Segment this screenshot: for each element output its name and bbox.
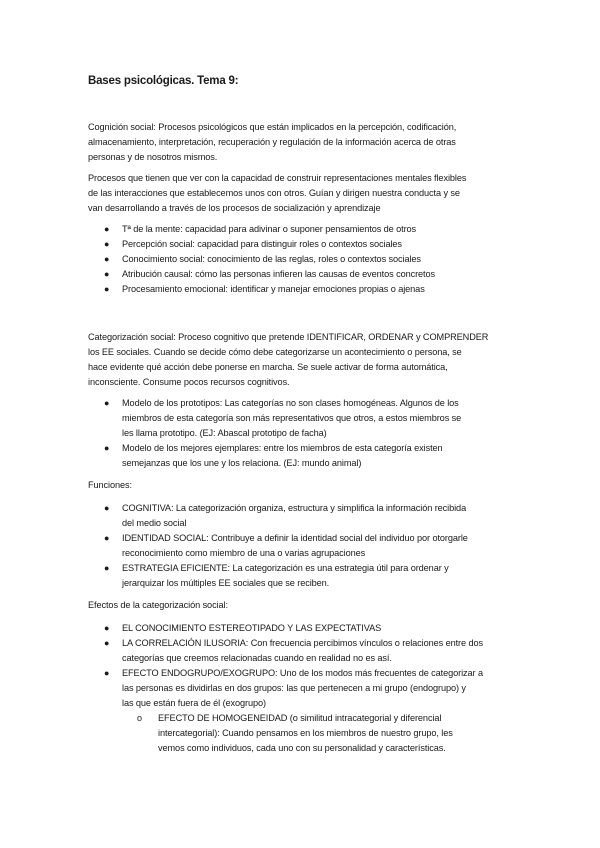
efectos-sublist — [122, 711, 483, 756]
list-item-text: Modelo de los prototipos: Las categorías no son clases homogéneas. Algunos de los — [122, 398, 459, 408]
bullet-icon: ● — [104, 269, 110, 279]
list-item-text: Tª de la mente: capacidad para adivinar o suponer pensamientos de otros — [122, 224, 417, 234]
list-item-text: Atribución causal: cómo las personas infieren las causas de eventos concretos — [122, 269, 436, 279]
list-item-text: Modelo de los mejores ejemplares: entre los miembros de esta categoría existen — [122, 443, 443, 453]
procesos-list — [88, 222, 435, 297]
list-item-text: LA CORRELACIÓN ILUSORIA: Con frecuencia percibimos vínculos o relaciones entre dos — [122, 638, 483, 648]
text-line: Categorización social: Proceso cognitivo que pretende IDENTIFICAR, ORDENAR y COMPRENDER — [88, 332, 489, 342]
bullet-icon: ● — [104, 254, 110, 264]
text-line: inconsciente. Consume pocos recursos cognitivos. — [88, 377, 290, 387]
text-line: Procesos que tienen que ver con la capacidad de construir representaciones mentales flexibles — [88, 173, 467, 183]
list-item-text: les llama prototipo. (EJ: Abascal prototipo de facha) — [122, 428, 327, 438]
list-item — [88, 441, 461, 471]
list-item-text: vemos como individuos, cada uno con su personalidad y características. — [158, 743, 446, 753]
list-item-text: reconocimiento como miembro de una o varias agrupaciones — [122, 548, 366, 558]
list-item — [88, 561, 468, 591]
bullet-icon: ● — [104, 398, 110, 408]
list-item — [88, 531, 468, 561]
list-item — [88, 282, 435, 297]
list-item — [88, 252, 435, 267]
list-item-text: las personas es dividirlas en dos grupos: las que pertenecen a mi grupo (endogrupo) y — [122, 683, 466, 693]
efectos-heading — [88, 598, 518, 613]
procesos-paragraph — [88, 171, 518, 216]
list-item — [88, 396, 461, 441]
list-item-text: jerarquizar los múltiples EE sociales que se reciben. — [122, 578, 330, 588]
text-line: hace evidente qué acción debe ponerse en marcha. Se suele activar de forma automática, — [88, 362, 448, 372]
list-item — [88, 636, 483, 666]
bullet-icon: ● — [104, 533, 110, 543]
page-title: Bases psicológicas. Tema 9: — [88, 75, 239, 87]
list-item — [88, 666, 483, 756]
list-item — [88, 621, 483, 636]
list-item-text: las que están fuera de él (exogrupo) — [122, 698, 267, 708]
bullet-icon: ● — [104, 239, 110, 249]
funciones-heading — [88, 478, 518, 493]
list-item-text: EL CONOCIMIENTO ESTEREOTIPADO Y LAS EXPECTATIVAS — [122, 623, 382, 633]
list-item — [88, 501, 468, 531]
list-item — [88, 237, 435, 252]
list-item-text: semejanzas que los une y los relaciona. (EJ: mundo animal) — [122, 458, 362, 468]
sub-bullet-icon: o — [137, 713, 142, 723]
bullet-icon: ● — [104, 443, 110, 453]
list-item-text: ESTRATEGIA EFICIENTE: La categorización es una estrategia útil para ordenar y — [122, 563, 449, 573]
list-item-text: COGNITIVA: La categorización organiza, estructura y simplifica la información recibida — [122, 503, 467, 513]
list-item-text: EFECTO ENDOGRUPO/EXOGRUPO: Uno de los modos más frecuentes de categorizar a — [122, 668, 483, 678]
cognicion-paragraph — [88, 120, 518, 165]
text-line: personas y de nosotros mismos. — [88, 152, 218, 162]
list-item-text: miembros de esta categoría son más representativos que otros, a estos miembros se — [122, 413, 462, 423]
list-item-text: Conocimiento social: conocimiento de las reglas, roles o contextos sociales — [122, 254, 421, 264]
modelos-list — [88, 396, 461, 471]
text-line: Efectos de la categorización social: — [88, 600, 228, 610]
text-line: los EE sociales. Cuando se decide cómo debe categorizarse un acontecimiento o persona, se — [88, 347, 462, 357]
bullet-icon: ● — [104, 668, 110, 678]
sub-list-item — [122, 711, 483, 756]
list-item-text: categorías que creemos relacionadas cuando en realidad no es así. — [122, 653, 392, 663]
list-item-text: EFECTO DE HOMOGENEIDAD (o similitud intracategorial y diferencial — [158, 713, 442, 723]
bullet-icon: ● — [104, 563, 110, 573]
bullet-icon: ● — [104, 623, 110, 633]
efectos-list — [88, 621, 483, 756]
list-item-text: Procesamiento emocional: identificar y manejar emociones propias o ajenas — [122, 284, 425, 294]
bullet-icon: ● — [104, 284, 110, 294]
text-line: de las interacciones que establecemos unos con otros. Guían y dirigen nuestra conducta y se — [88, 188, 460, 198]
text-line: van desarrollando a través de los procesos de socialización y aprendizaje — [88, 203, 381, 213]
funciones-list — [88, 501, 468, 591]
bullet-icon: ● — [104, 503, 110, 513]
list-item-text: intercategorial): Cuando pensamos en los miembros de nuestro grupo, les — [158, 728, 453, 738]
list-item-text: IDENTIDAD SOCIAL: Contribuye a definir la identidad social del individuo por otorgarle — [122, 533, 468, 543]
categorizacion-paragraph — [88, 330, 518, 390]
bullet-icon: ● — [104, 638, 110, 648]
list-item — [88, 267, 435, 282]
text-line: almacenamiento, interpretación, recuperación y regulación de la información acerca de otras — [88, 137, 456, 147]
list-item — [88, 222, 435, 237]
list-item-text: del medio social — [122, 518, 187, 528]
text-line: Cognición social: Procesos psicológicos que están implicados en la percepción, codificación, — [88, 122, 457, 132]
bullet-icon: ● — [104, 224, 110, 234]
list-item-text: Percepción social: capacidad para distinguir roles o contextos sociales — [122, 239, 402, 249]
text-line: Funciones: — [88, 480, 132, 490]
